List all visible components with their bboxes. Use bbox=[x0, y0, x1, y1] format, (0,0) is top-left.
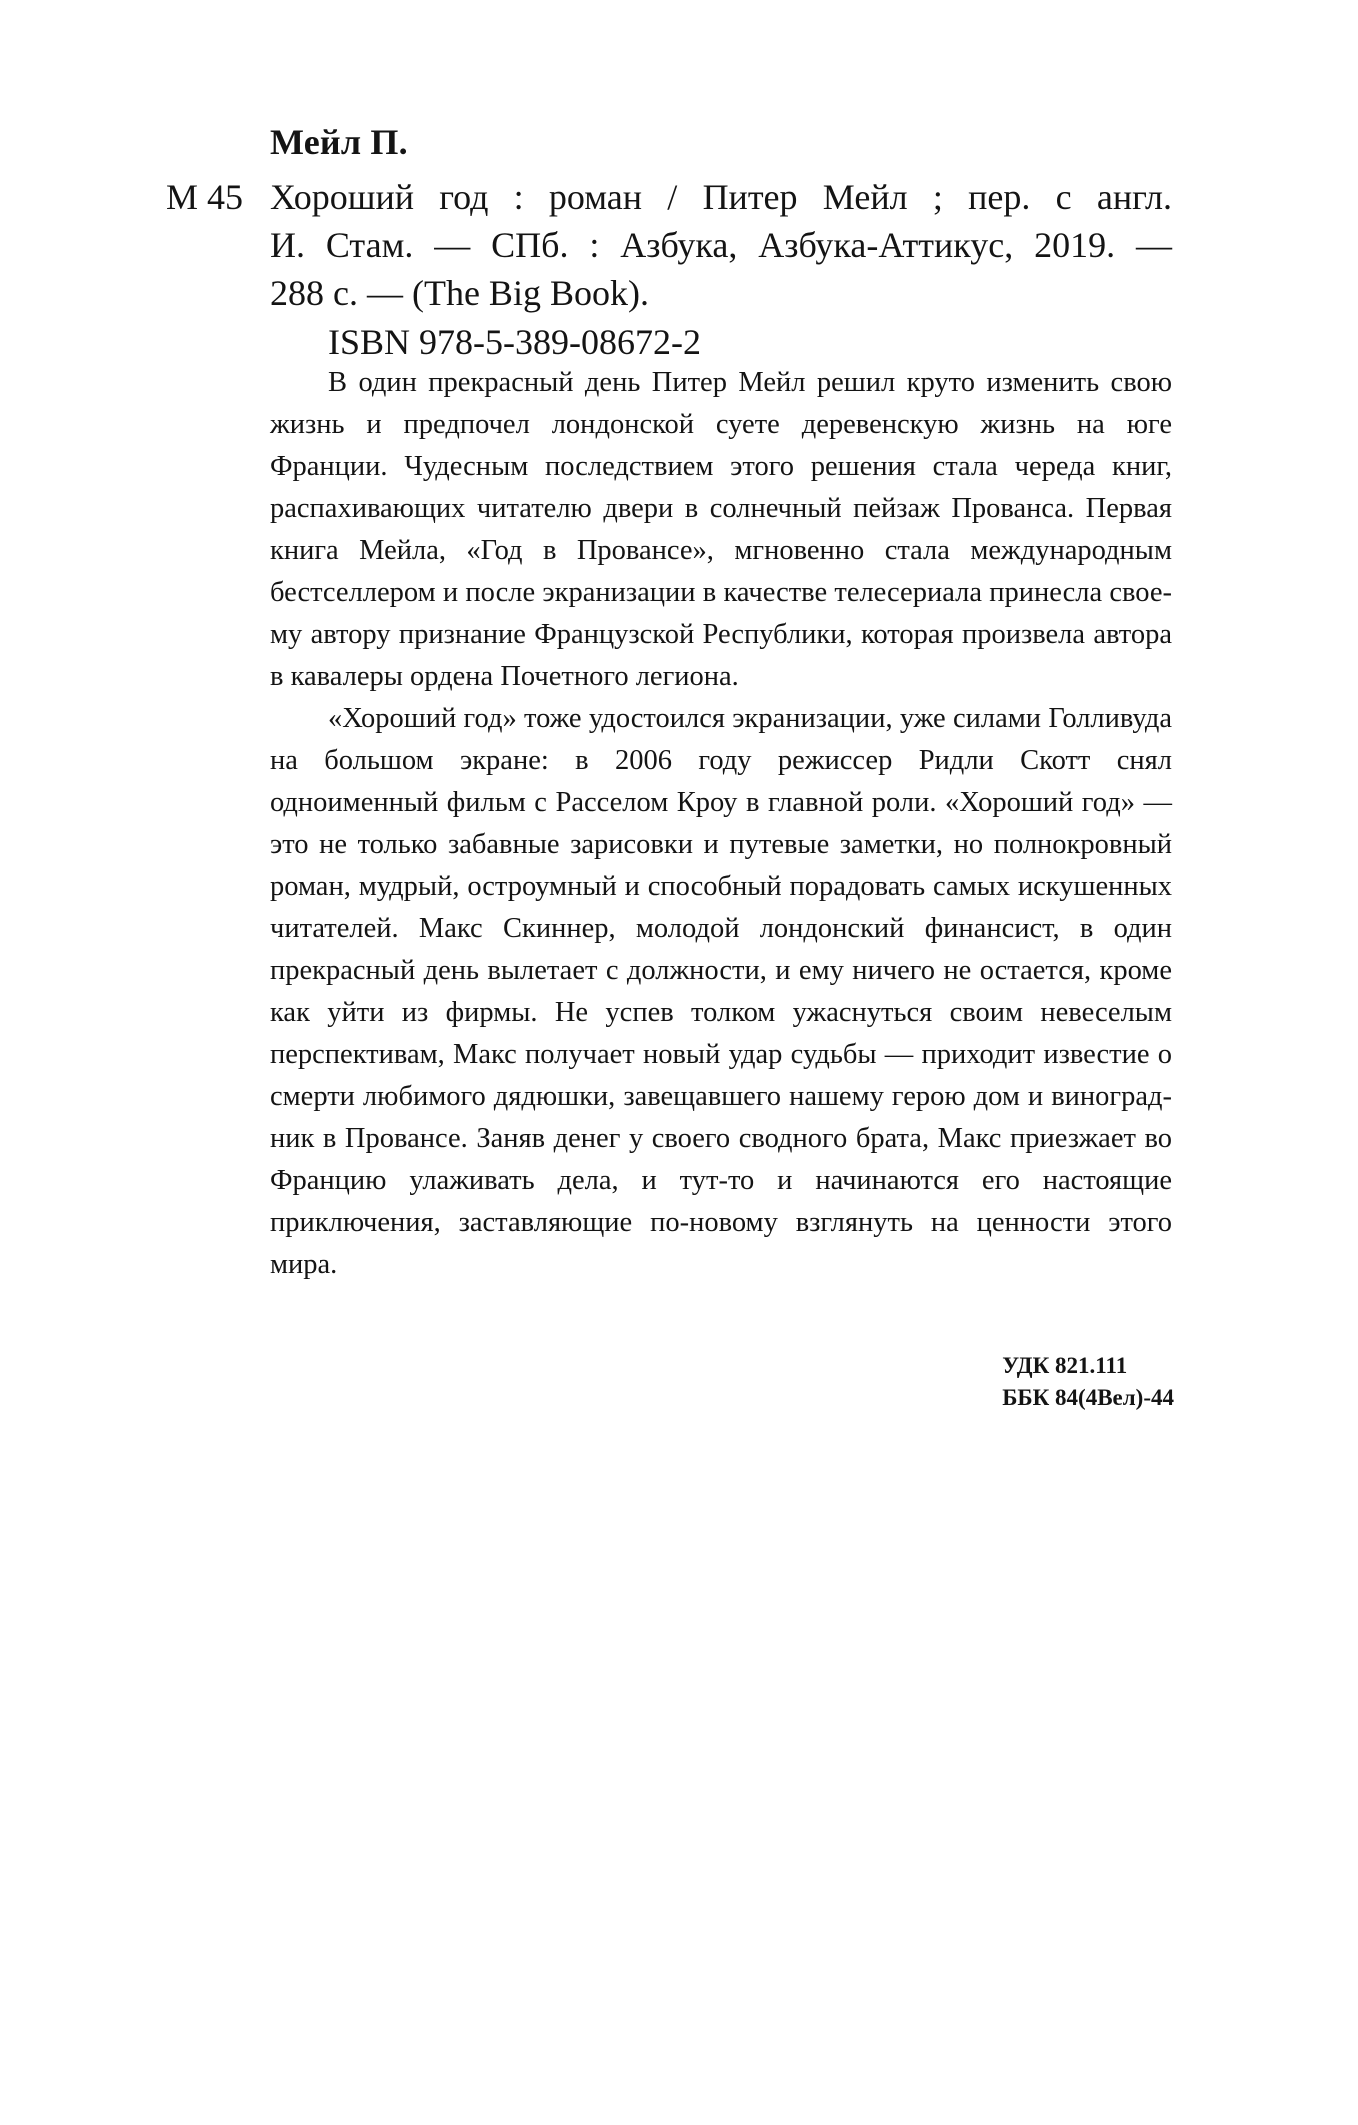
bibliographic-line: Хороший год : роман / Питер Мейл ; пер. с англ. bbox=[270, 177, 1172, 217]
classification-codes bbox=[1002, 1350, 1174, 1414]
annotation-paragraph: «Хороший год» тоже удостоился экранизации, уже силами Голливуда на большом экране: в 2006 году режиссер Ридли Скотт снял одноименный фильм с Расселом Кроу в главной роли. «Хороший год» — это не только забавные зарисовки и путевые заметки, но полнокровный роман, мудрый, остроумный и способный порадовать самых искушенных читателей. Макс Скиннер, молодой лондонский финансист, в один прекрасный день вылетает с должности, и ему ничего не остается, кроме как уйти из фирмы. Не успев толком ужаснуться своим невеселым перспективам, Макс получает новый удар судьбы — приходит известие о смерти любимого дядюшки, завещавшего нашему герою дом и виноградник в Провансе. Заняв денег у своего сводного брата, Макс приезжает во Францию улаживать дела, и тут-то и начинаются его настоящие приключения, заставляющие по-новому взглянуть на ценности этого мира. bbox=[270, 703, 1172, 1280]
bibliographic-description bbox=[270, 173, 1172, 317]
bibliographic-line: 288 с. — (The Big Book). bbox=[270, 273, 649, 313]
bibliographic-line: И. Стам. — СПб. : Азбука, Азбука-Аттикус, 2019. — bbox=[270, 225, 1172, 265]
author-mark: М 45 bbox=[166, 177, 244, 217]
udc-code: УДК 821.111 bbox=[1002, 1353, 1128, 1378]
bbk-code: ББК 84(4Вел)-44 bbox=[1002, 1385, 1174, 1410]
annotation bbox=[270, 362, 1172, 1286]
isbn: ISBN 978-5-389-08672-2 bbox=[328, 322, 701, 362]
annotation-paragraph: В один прекрасный день Питер Мейл решил круто изменить свою жизнь и предпочел лондонской суете деревенскую жизнь на юге Франции. Чудесным последствием этого решения стала череда книг, распахивающих читателю двери в солнечный пейзаж Прованса. Первая книга Мейла, «Год в Провансе», мгновенно стала международным бестселлером и после экранизации в качестве телесериала принесла своему автору признание Французской Республики, которая произвела автора в кавалеры ордена Почетного легиона. bbox=[270, 367, 1172, 692]
author-heading: Мейл П. bbox=[270, 122, 408, 162]
